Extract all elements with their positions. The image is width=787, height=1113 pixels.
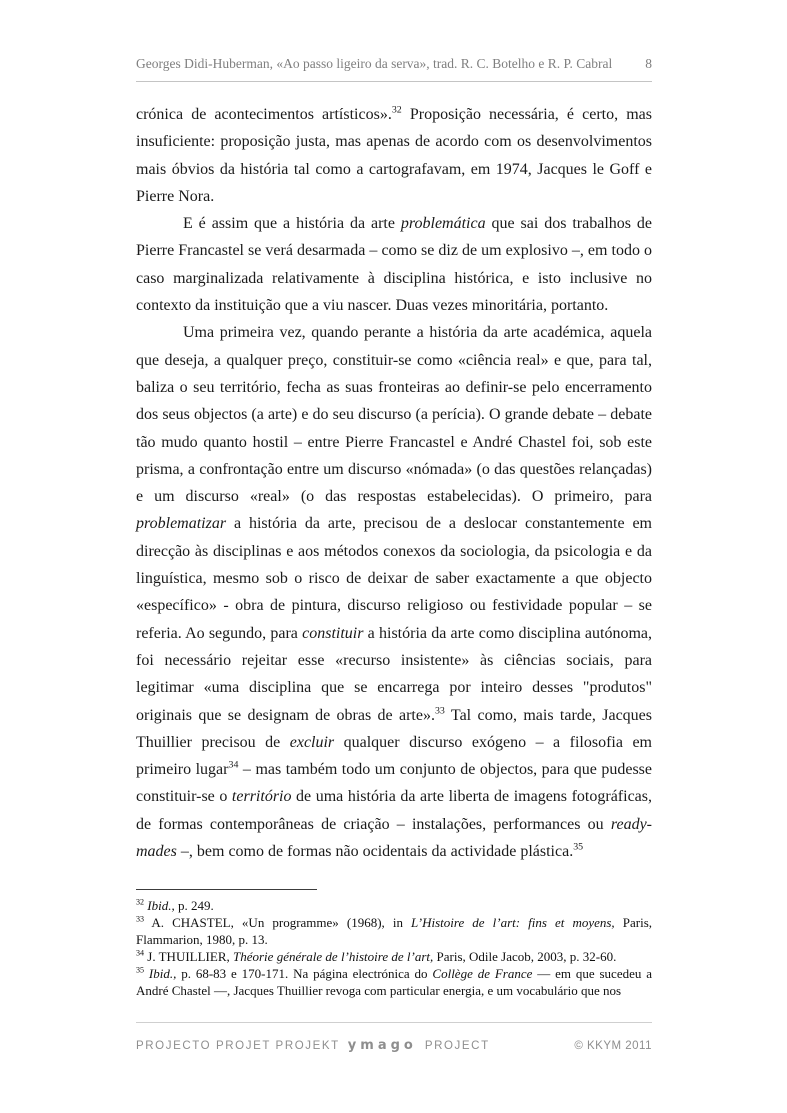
footnote-number: 32 bbox=[136, 897, 145, 907]
footnote-reference: 35 bbox=[573, 841, 584, 853]
text-run: excluir bbox=[289, 733, 335, 751]
running-head: Georges Didi-Huberman, «Ao passo ligeiro da serva», trad. R. C. Botelho e R. P. Cabral bbox=[136, 56, 613, 71]
text-run: Tal como, mais tarde, Jacques Thuillier precisou de bbox=[136, 706, 652, 751]
text-run: Paris, Odile Jacob, 2003, p. 32-60. bbox=[433, 949, 617, 964]
footnote-number: 35 bbox=[136, 965, 145, 975]
text-run: J. THUILLIER, bbox=[147, 949, 233, 964]
footnotes-block bbox=[136, 889, 652, 999]
footnote-separator bbox=[136, 889, 317, 890]
footnote-number: 33 bbox=[136, 914, 145, 924]
text-run: problematizar bbox=[136, 515, 227, 533]
text-run: crónica de acontecimentos artísticos». bbox=[136, 106, 392, 123]
text-run: p. 249. bbox=[174, 898, 214, 913]
paragraph bbox=[136, 319, 652, 865]
text-run: Ibid., bbox=[148, 966, 177, 981]
text-run: constituir bbox=[302, 624, 364, 642]
footer-project-words: PROJECTO PROJET PROJEKT bbox=[136, 1040, 340, 1052]
footer-project-word: PROJECT bbox=[424, 1040, 490, 1052]
text-run: E é assim que a história da arte bbox=[183, 215, 401, 233]
text-run: que sai dos trabalhos de Pierre Francastel se verá desarmada – como se diz de um explosivo –, em todo o caso marginalizada relativamente à disciplina histórica, e isto inclusive no contexto da instituição que a viu nascer. Duas vezes minoritária, portanto. bbox=[136, 215, 653, 315]
paragraph bbox=[136, 210, 652, 319]
page-footer bbox=[136, 1022, 652, 1053]
text-run: território bbox=[231, 788, 292, 806]
text-run: a história da arte como disciplina autónoma, foi necessário rejeitar esse «recurso insistente» às ciências sociais, para legitimar «uma disciplina que se encarrega por inteiro desses "produtos" originais que se designam de obras de arte». bbox=[136, 624, 652, 724]
page-number: 8 bbox=[645, 56, 652, 71]
ymago-logo: ymago bbox=[347, 1038, 417, 1053]
page-header bbox=[136, 56, 652, 82]
text-run: Collège de France bbox=[432, 966, 533, 981]
paragraph bbox=[136, 101, 652, 210]
footnote bbox=[136, 914, 652, 948]
text-run: –, bem como de formas não ocidentais da actividade plástica. bbox=[176, 843, 574, 861]
copyright: © KKYM 2011 bbox=[574, 1040, 652, 1052]
footnote-reference: 33 bbox=[434, 705, 445, 717]
footnote-reference: 34 bbox=[228, 759, 239, 771]
text-run: Uma primeira vez, quando perante a história da arte académica, aquela que deseja, a qualquer preço, constituir-se como «ciência real» e que, para tal, baliza o seu território, fecha as suas fronteiras ao definir-se pelo encerramento dos seus objectos (a arte) e do seu discurso (a perícia). O grande debate – debate tão mudo quanto hostil – entre Pierre Francastel e André Chastel foi, sob este prisma, a confrontação entre um discurso «nómada» (o das questões relançadas) e um discurso «real» (o das respostas estabelecidas). O primeiro, para bbox=[136, 324, 652, 506]
footnote-number: 34 bbox=[136, 948, 145, 958]
text-run: – mas também todo um conjunto de objectos, para que pudesse constituir-se o bbox=[136, 761, 653, 806]
footnotes-list bbox=[136, 897, 652, 999]
footnote bbox=[136, 897, 652, 914]
text-run: Paris, Flammarion, 1980, p. 13. bbox=[136, 915, 653, 947]
footnote bbox=[136, 948, 652, 965]
text-run: problemática bbox=[400, 215, 486, 233]
text-run: Théorie générale de l’histoire de l’art, bbox=[233, 949, 434, 964]
text-run: Proposição necessária, é certo, mas insuficiente: proposição justa, mas apenas de acordo com os desenvolvimentos mais óbvios da história tal como a cartografavam, em 1974, Jacques le Goff e Pierre Nora. bbox=[136, 106, 652, 205]
text-run: de uma história da arte liberta de imagens fotográficas, de formas contemporâneas de criação – instalações, performances ou bbox=[136, 788, 652, 833]
text-run: A. CHASTEL, «Un programme» (1968), in bbox=[151, 915, 412, 930]
footnote-reference: 32 bbox=[391, 104, 402, 116]
text-run: qualquer discurso exógeno – a filosofia em primeiro lugar bbox=[136, 733, 652, 779]
footnote bbox=[136, 965, 652, 999]
text-run: ready-mades bbox=[136, 815, 652, 861]
footer-brand-line bbox=[136, 1038, 490, 1053]
text-run: Ibid., bbox=[147, 898, 175, 913]
text-run: p. 68-83 e 170-171. Na página electrónica do bbox=[176, 966, 433, 981]
body-text bbox=[136, 101, 652, 865]
text-run: L’Histoire de l’art: fins et moyens, bbox=[411, 915, 615, 930]
text-run: — em que sucedeu a André Chastel —, Jacques Thuillier revoga com particular energia, e um vocabulário que nos bbox=[136, 966, 653, 998]
text-run: a história da arte, precisou de a deslocar constantemente em direcção às disciplinas e aos métodos conexos da sociologia, da psicologia e da linguística, mesmo sob o risco de deixar de saber exactamente a que objecto «específico» - obra de pintura, discurso religioso ou festividade popular – se referia. Ao segundo, para bbox=[136, 515, 652, 642]
